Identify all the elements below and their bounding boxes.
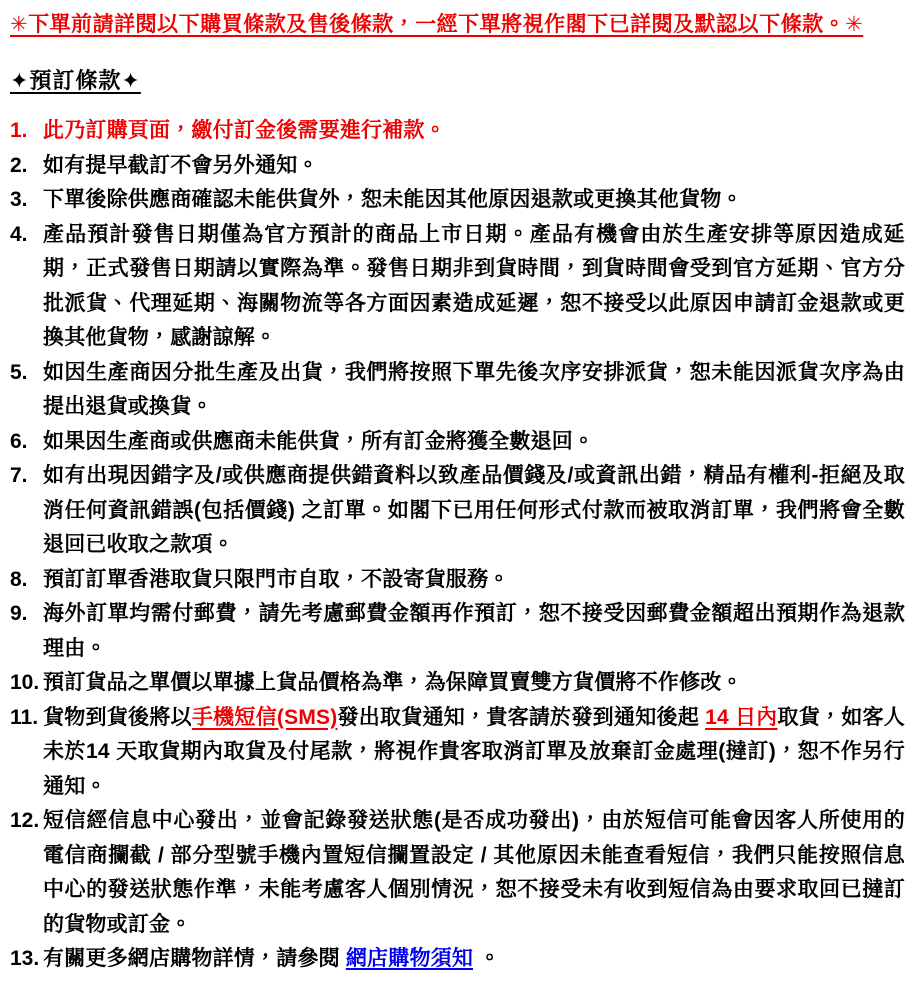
term-number: 5. (10, 360, 28, 384)
term-text-segment: 短信經信息中心發出，並會記錄發送狀態(是否成功發出)，由於短信可能會因客人所使用的電信商攔截 / 部分型號手機內置短信攔置設定 / 其他原因未能查看短信，我們只能按照信息中心的發送狀態作準，未能考慮客人個別情況，恕不接受未有收到短信為由要求取回已撻訂的貨物或訂金。 (43, 809, 905, 936)
term-text (43, 149, 905, 184)
pre-order-terms-title: ✦預訂條款✦ (10, 68, 141, 93)
term-text (43, 666, 905, 701)
term-text-segment: 預訂貨品之單價以單據上貨品價格為準，為保障買賣雙方貨價將不作修改。 (43, 671, 743, 694)
term-text-segment: 如果因生產商或供應商未能供貨，所有訂金將獲全數退回。 (43, 429, 595, 453)
term-text-segment: 預訂訂單香港取貨只限門市自取，不設寄貨服務。 (43, 567, 510, 591)
term-item-7 (10, 459, 905, 563)
term-text (43, 942, 905, 977)
term-number: 9. (10, 602, 28, 625)
term-number: 3. (10, 188, 28, 211)
term-text (43, 356, 905, 425)
term-number: 6. (10, 429, 28, 453)
term-text-segment: 如因生產商因分批生產及出貨，我們將按照下單先後次序安排派貨，恕未能因派貨次序為由提出退貨或換貨。 (43, 360, 905, 418)
term-text-segment: 海外訂單均需付郵費，請先考慮郵費金額再作預訂，恕不接受因郵費金額超出預期作為退款理由。 (43, 602, 905, 660)
term-number: 10. (10, 671, 40, 694)
term-number: 13. (10, 947, 40, 970)
term-text (43, 804, 905, 942)
sms-notice-highlight: 手機短信(SMS) (191, 705, 338, 729)
term-text-segment: 有關更多網店購物詳情，請參閱 (43, 947, 346, 970)
term-text-segment: 貨物到貨後將以 (43, 705, 192, 729)
term-number: 1. (10, 119, 28, 142)
term-text-segment: 發出取貨通知，貴客請於發到通知後起 (337, 705, 706, 729)
term-text-segment: 如有出現因錯字及/或供應商提供錯資料以致產品價錢及/或資訊出錯，精品有權利-拒絕及取消任何資訊錯誤(包括價錢) 之訂單。如閣下已用任何形式付款而被取消訂單，我們將會全數退回已收取之款項。 (43, 464, 905, 556)
term-number: 2. (10, 153, 28, 177)
pickup-deadline-highlight: 14 日內 (705, 705, 778, 729)
term-item-5 (10, 356, 905, 425)
term-number: 12. (10, 809, 40, 832)
term-item-11 (10, 701, 905, 805)
term-item-12 (10, 804, 905, 942)
term-number: 8. (10, 567, 28, 591)
term-number: 4. (10, 222, 28, 246)
term-text (43, 114, 905, 149)
term-number: 7. (10, 464, 28, 487)
term-text-segment: 產品預計發售日期僅為官方預計的商品上市日期。產品有機會由於生產安排等原因造成延期，正式發售日期請以實際為準。發售日期非到貨時間，到貨時間會受到官方延期、官方分批派貨、代理延期、海關物流等各方面因素造成延遲，恕不接受以此原因申請訂金退款或更換其他貨物，感謝諒解。 (43, 222, 905, 349)
term-item-13 (10, 942, 905, 977)
purchase-notice-header: ✳下單前請詳閱以下購買條款及售後條款，一經下單將視作閣下已詳閱及默認以下條款。✳ (10, 13, 864, 36)
term-item-1 (10, 114, 905, 149)
term-text (43, 563, 905, 598)
term-text-segment: 如有提早截訂不會另外通知。 (43, 153, 319, 177)
term-item-8 (10, 563, 905, 598)
term-text (43, 183, 905, 218)
term-item-9 (10, 597, 905, 666)
term-text (43, 597, 905, 666)
term-text-segment: 此乃訂購頁面，繳付訂金後需要進行補款。 (43, 119, 446, 142)
term-number: 11. (10, 705, 39, 729)
term-item-3 (10, 183, 905, 218)
term-text (43, 218, 905, 356)
term-item-10 (10, 666, 905, 701)
term-text (43, 425, 905, 460)
term-text-segment: 。 (473, 947, 501, 970)
term-item-6 (10, 425, 905, 460)
terms-list (10, 114, 905, 977)
term-item-4 (10, 218, 905, 356)
online-store-guide-link[interactable]: 網店購物須知 (345, 947, 474, 970)
term-text (43, 701, 905, 805)
term-item-2 (10, 149, 905, 184)
term-text-segment: 下單後除供應商確認未能供貨外，恕未能因其他原因退款或更換其他貨物。 (43, 188, 743, 211)
term-text (43, 459, 905, 563)
term-text-segment: 取貨，如客人未於14 天取貨期內取貨及付尾款，將視作貴客取消訂單及放棄訂金處理(撻訂)，恕不作另行通知。 (43, 705, 906, 798)
